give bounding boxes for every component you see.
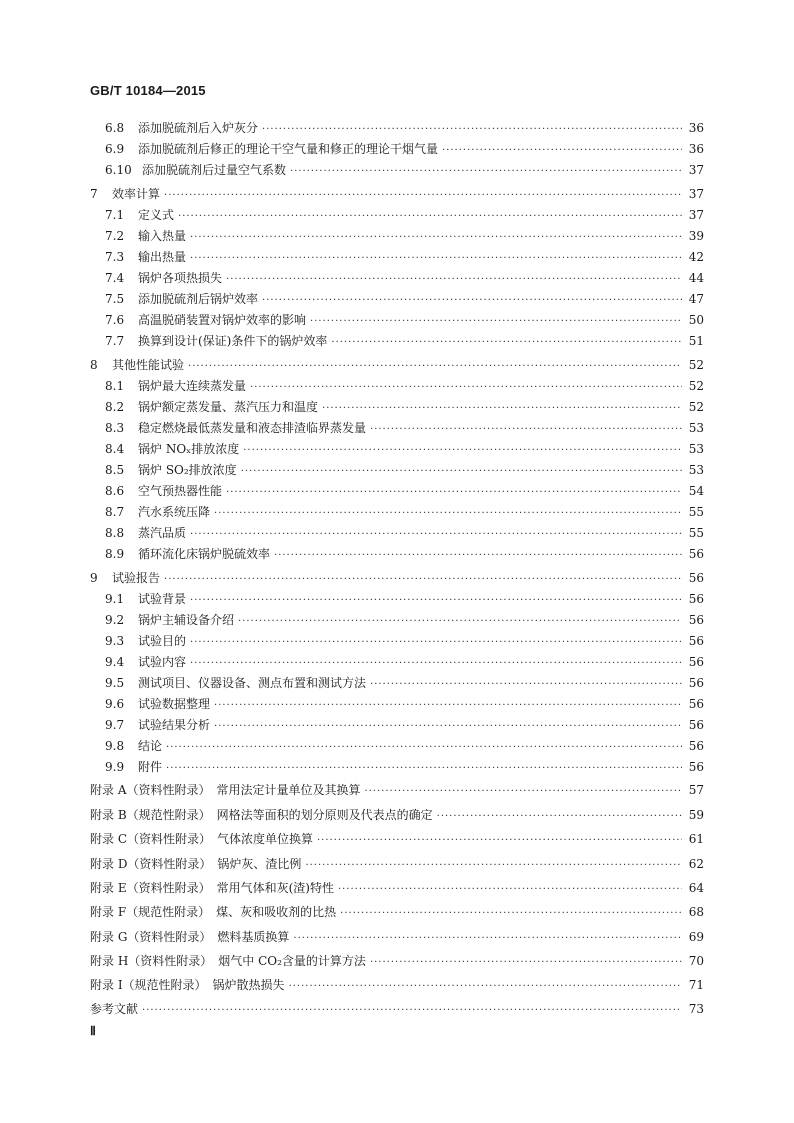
toc-entry[interactable]	[90, 903, 704, 921]
toc-entry-page: 42	[688, 250, 704, 264]
toc-entry-page: 47	[688, 292, 704, 306]
toc-entry-page: 56	[688, 547, 704, 561]
dot-leader	[437, 808, 682, 826]
toc-entry-page: 56	[688, 571, 704, 585]
toc-entry[interactable]	[90, 332, 704, 350]
toc-entry-page: 51	[688, 334, 704, 348]
toc-entry[interactable]	[90, 758, 704, 776]
toc-entry-page: 69	[688, 930, 704, 944]
toc-entry-title: 添加脱硫剂后过量空气系数	[142, 163, 287, 177]
toc-entry-number: 9	[90, 571, 98, 585]
dot-leader	[188, 358, 682, 376]
dot-leader	[190, 634, 682, 652]
toc-entry[interactable]	[90, 290, 704, 308]
toc-entry-number: 6.8	[105, 121, 125, 135]
toc-entry-title: 试验目的	[138, 634, 187, 648]
toc-entry-page: 54	[688, 484, 704, 498]
toc-entry[interactable]	[90, 545, 704, 563]
dot-leader	[293, 930, 682, 948]
toc-entry-number: 7.6	[105, 313, 125, 327]
toc-entry[interactable]	[90, 398, 704, 416]
dot-leader	[164, 187, 682, 205]
toc-entry-number: 8.2	[105, 400, 125, 414]
toc-entry[interactable]	[90, 482, 704, 500]
toc-entry-title: 附录 G（资料性附录） 燃料基质换算	[90, 930, 290, 944]
toc-entry[interactable]	[90, 855, 704, 873]
dot-leader	[164, 571, 682, 589]
toc-entry-title: 试验内容	[138, 655, 187, 669]
dot-leader	[142, 1002, 682, 1020]
toc-entry-title: 输出热量	[138, 250, 187, 264]
toc-entry-number: 8.8	[105, 526, 125, 540]
toc-entry-title: 锅炉各项热损失	[138, 271, 223, 285]
dot-leader	[370, 676, 682, 694]
toc-entry-title: 定义式	[138, 208, 175, 222]
toc-entry-page: 39	[688, 229, 704, 243]
dot-leader	[166, 739, 682, 757]
toc-entry[interactable]	[90, 119, 704, 137]
toc-entry[interactable]	[90, 806, 704, 824]
dot-leader	[370, 954, 682, 972]
toc-entry[interactable]	[90, 311, 704, 329]
toc-entry-page: 56	[688, 676, 704, 690]
toc-entry-number: 9.5	[105, 676, 125, 690]
toc-entry[interactable]	[90, 524, 704, 542]
toc-entry-title: 锅炉 NOₓ排放浓度	[138, 442, 240, 456]
toc-entry-page: 61	[688, 832, 704, 846]
toc-entry-number: 7.7	[105, 334, 125, 348]
toc-entry-number: 9.8	[105, 739, 125, 753]
toc-entry[interactable]	[90, 976, 704, 994]
toc-entry-page: 36	[688, 121, 704, 135]
toc-entry-number: 7	[90, 187, 98, 201]
toc-entry-number: 9.3	[105, 634, 125, 648]
toc-entry[interactable]	[90, 781, 704, 799]
toc-entry[interactable]	[90, 161, 704, 179]
toc-entry-page: 52	[688, 400, 704, 414]
toc-entry-title: 试验数据整理	[138, 697, 211, 711]
toc-entry-title: 试验结果分析	[138, 718, 211, 732]
toc-entry-title: 添加脱硫剂后锅炉效率	[138, 292, 259, 306]
toc-entry-page: 37	[688, 208, 704, 222]
toc-entry-page: 53	[688, 442, 704, 456]
toc-entry-title: 换算到设计(保证)条件下的锅炉效率	[138, 334, 328, 348]
toc-entry[interactable]	[90, 879, 704, 897]
toc-entry-page: 53	[688, 421, 704, 435]
toc-entry-number: 8.7	[105, 505, 125, 519]
toc-entry[interactable]	[90, 206, 704, 224]
toc-entry-number: 7.2	[105, 229, 125, 243]
toc-entry-page: 64	[688, 881, 704, 895]
toc-entry-title: 附录 D（资料性附录） 锅炉灰、渣比例	[90, 857, 302, 871]
toc-entry-title: 试验背景	[138, 592, 187, 606]
toc-entry[interactable]	[90, 440, 704, 458]
toc-entry-page: 56	[688, 613, 704, 627]
toc-entry[interactable]	[90, 140, 704, 158]
dot-leader	[364, 783, 682, 801]
toc-entry-number: 7.5	[105, 292, 125, 306]
dot-leader	[214, 697, 682, 715]
toc-entry-page: 55	[688, 505, 704, 519]
toc-entry[interactable]	[90, 830, 704, 848]
toc-entry[interactable]	[90, 952, 704, 970]
toc-entry-page: 44	[688, 271, 704, 285]
toc-entry[interactable]	[90, 461, 704, 479]
dot-leader	[331, 334, 682, 352]
dot-leader	[262, 121, 682, 139]
dot-leader	[241, 463, 682, 481]
dot-leader	[338, 881, 682, 899]
toc-entry[interactable]	[90, 569, 704, 587]
dot-leader	[243, 442, 682, 460]
toc-entry-page: 56	[688, 697, 704, 711]
toc-entry-title: 循环流化床锅炉脱硫效率	[138, 547, 271, 561]
dot-leader	[190, 229, 682, 247]
dot-leader	[370, 421, 682, 439]
toc-entry-title: 空气预热器性能	[138, 484, 223, 498]
toc-entry[interactable]	[90, 227, 704, 245]
toc-entry-page: 56	[688, 634, 704, 648]
dot-leader	[226, 271, 682, 289]
toc-entry[interactable]	[90, 611, 704, 629]
toc-entry-number: 9.2	[105, 613, 125, 627]
dot-leader	[190, 655, 682, 673]
toc-entry-number: 7.3	[105, 250, 125, 264]
dot-leader	[190, 592, 682, 610]
toc-entry-title: 高温脱硝装置对锅炉效率的影响	[138, 313, 307, 327]
toc-entry-title: 试验报告	[112, 571, 161, 585]
toc-entry-title: 锅炉 SO₂排放浓度	[138, 463, 237, 477]
toc-entry-title: 附录 I（规范性附录） 锅炉散热损失	[90, 978, 285, 992]
dot-leader	[305, 857, 682, 875]
toc-entry-number: 8.5	[105, 463, 125, 477]
toc-entry-page: 55	[688, 526, 704, 540]
toc-entry-title: 效率计算	[112, 187, 161, 201]
toc-entry[interactable]	[90, 632, 704, 650]
toc-entry-page: 50	[688, 313, 704, 327]
dot-leader	[322, 400, 682, 418]
toc-entry-number: 9.4	[105, 655, 125, 669]
toc-entry-page: 53	[688, 463, 704, 477]
toc-entry-title: 附件	[138, 760, 163, 774]
dot-leader	[226, 484, 682, 502]
toc-entry-page: 56	[688, 739, 704, 753]
toc-entry-number: 7.4	[105, 271, 125, 285]
dot-leader	[340, 905, 682, 923]
standard-code: GB/T 10184—2015	[90, 83, 206, 98]
toc-entry-page: 56	[688, 592, 704, 606]
toc-entry-number: 7.1	[105, 208, 125, 222]
toc-entry-title: 稳定燃烧最低蒸发量和液态排渣临界蒸发量	[138, 421, 367, 435]
dot-leader	[289, 978, 682, 996]
toc-entry-page: 57	[688, 783, 704, 797]
toc-entry-page: 71	[688, 978, 704, 992]
dot-leader	[178, 208, 682, 226]
toc-entry[interactable]	[90, 503, 704, 521]
toc-entry-title: 锅炉额定蒸发量、蒸汽压力和温度	[138, 400, 319, 414]
toc-entry-page: 56	[688, 760, 704, 774]
toc-entry-number: 6.9	[105, 142, 125, 156]
toc-entry[interactable]	[90, 248, 704, 266]
toc-entry-number: 8.4	[105, 442, 125, 456]
toc-entry-title: 蒸汽品质	[138, 526, 187, 540]
toc-entry-title: 其他性能试验	[112, 358, 185, 372]
toc-entry-page: 56	[688, 718, 704, 732]
toc-entry-page: 52	[688, 358, 704, 372]
dot-leader	[317, 832, 682, 850]
dot-leader	[250, 379, 682, 397]
toc-entry-page: 68	[688, 905, 704, 919]
toc-entry[interactable]	[90, 590, 704, 608]
toc-entry-number: 8.6	[105, 484, 125, 498]
toc-entry-number: 8.9	[105, 547, 125, 561]
toc-entry[interactable]	[90, 695, 704, 713]
toc-entry-title: 汽水系统压降	[138, 505, 211, 519]
toc-entry-number: 8	[90, 358, 98, 372]
toc-entry-title: 附录 F（规范性附录） 煤、灰和吸收剂的比热	[90, 905, 337, 919]
toc-entry[interactable]	[90, 419, 704, 437]
toc-entry-title: 添加脱硫剂后入炉灰分	[138, 121, 259, 135]
toc-entry[interactable]	[90, 737, 704, 755]
toc-entry-number: 9.9	[105, 760, 125, 774]
page-number: Ⅱ	[90, 1024, 96, 1038]
toc-entry-page: 70	[688, 954, 704, 968]
toc-entry-title: 参考文献	[90, 1002, 139, 1016]
toc-entry-page: 59	[688, 808, 704, 822]
toc-entry[interactable]	[90, 377, 704, 395]
toc-entry[interactable]	[90, 269, 704, 287]
toc-entry-title: 附录 E（资料性附录） 常用气体和灰(渣)特性	[90, 881, 334, 895]
dot-leader	[290, 163, 682, 181]
toc-entry-title: 附录 B（规范性附录） 网格法等面积的划分原则及代表点的确定	[90, 808, 433, 822]
toc-entry-page: 73	[688, 1002, 704, 1016]
dot-leader	[214, 505, 682, 523]
dot-leader	[166, 760, 682, 778]
toc-entry-number: 8.3	[105, 421, 125, 435]
toc-entry-page: 37	[688, 163, 704, 177]
toc-entry-title: 锅炉最大连续蒸发量	[138, 379, 247, 393]
toc-entry[interactable]	[90, 928, 704, 946]
toc-entry-title: 附录 C（资料性附录） 气体浓度单位换算	[90, 832, 313, 846]
dot-leader	[262, 292, 682, 310]
toc-entry-title: 添加脱硫剂后修正的理论干空气量和修正的理论干烟气量	[138, 142, 439, 156]
dot-leader	[274, 547, 682, 565]
toc-entry-number: 9.6	[105, 697, 125, 711]
dot-leader	[190, 526, 682, 544]
toc-entry-page: 37	[688, 187, 704, 201]
toc-entry[interactable]	[90, 716, 704, 734]
toc-entry[interactable]	[90, 653, 704, 671]
toc-entry-page: 52	[688, 379, 704, 393]
toc-entry-title: 测试项目、仪器设备、测点布置和测试方法	[138, 676, 367, 690]
toc-entry[interactable]	[90, 185, 704, 203]
toc-entry-title: 结论	[138, 739, 163, 753]
toc-entry-title: 锅炉主辅设备介绍	[138, 613, 235, 627]
dot-leader	[442, 142, 682, 160]
toc-entry-title: 附录 A（资料性附录） 常用法定计量单位及其换算	[90, 783, 361, 797]
toc-entry[interactable]	[90, 674, 704, 692]
toc-entry-title: 附录 H（资料性附录） 烟气中 CO₂含量的计算方法	[90, 954, 366, 968]
toc-entry-page: 36	[688, 142, 704, 156]
toc-entry-page: 56	[688, 655, 704, 669]
toc-entry[interactable]	[90, 356, 704, 374]
dot-leader	[190, 250, 682, 268]
toc-entry-page: 62	[688, 857, 704, 871]
toc-entry-number: 8.1	[105, 379, 125, 393]
toc-entry-title: 输入热量	[138, 229, 187, 243]
toc-entry-number: 6.10	[105, 163, 132, 177]
toc-entry-number: 9.7	[105, 718, 125, 732]
dot-leader	[310, 313, 682, 331]
toc-entry[interactable]	[90, 1000, 704, 1018]
toc-entry-number: 9.1	[105, 592, 125, 606]
dot-leader	[238, 613, 682, 631]
dot-leader	[214, 718, 682, 736]
